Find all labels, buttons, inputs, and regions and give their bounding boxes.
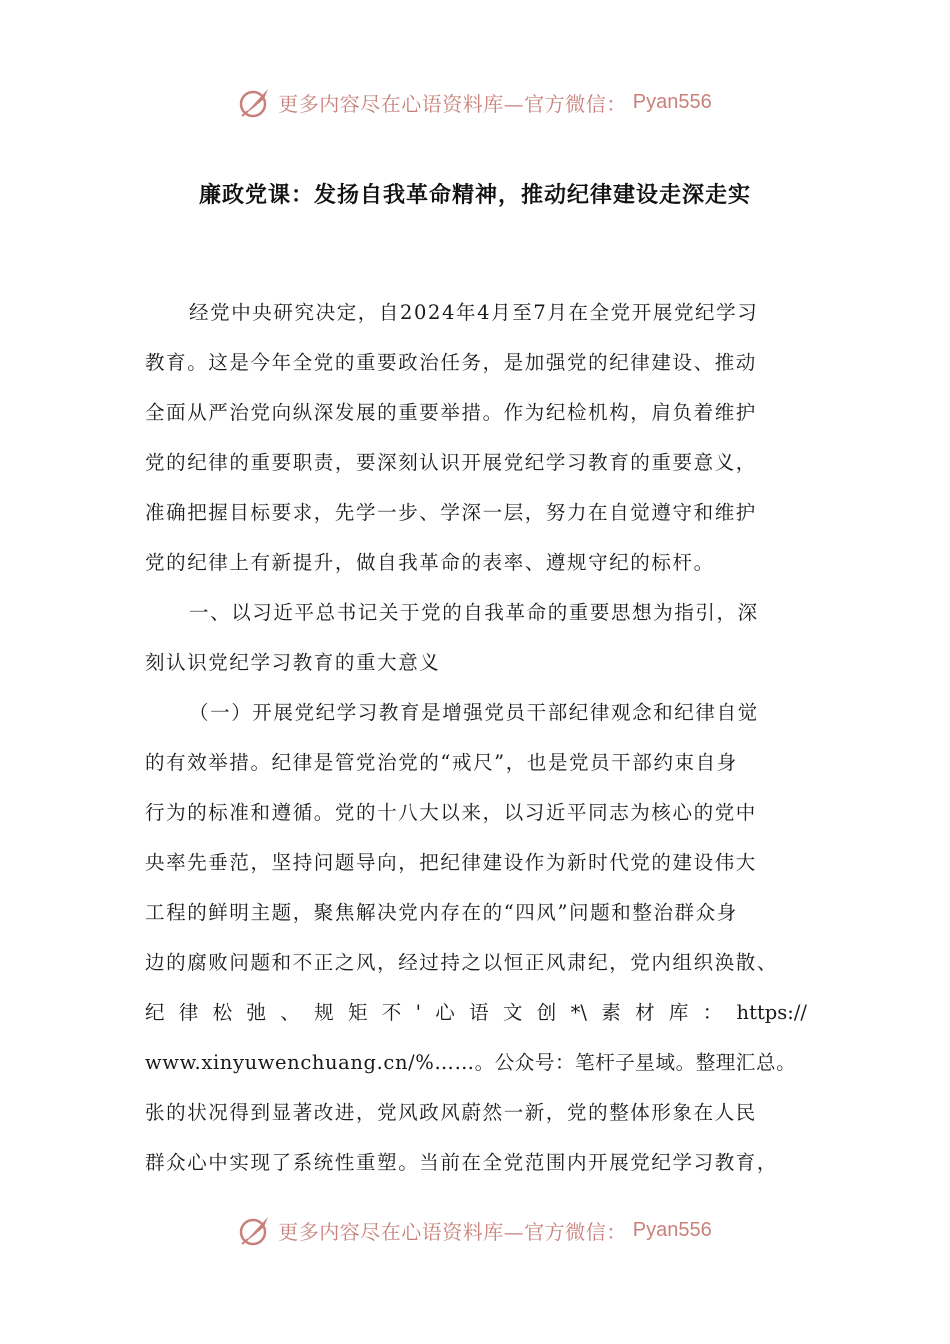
inserted-ad-line: 纪律松弛、规矩不'心语文创*\素材库：https://: [145, 1001, 807, 1024]
text-line: 党的纪律的重要职责，要深刻认识开展党纪学习教育的重要意义，: [145, 451, 757, 474]
header-watermark-banner: [0, 82, 950, 122]
footer-watermark-banner: [0, 1210, 950, 1250]
text-line: 党的纪律上有新提升，做自我革命的表率、遵规守纪的标杆。: [145, 551, 715, 574]
text-line: 经党中央研究决定，自2024年4月至7月在全党开展党纪学习: [189, 301, 759, 324]
text-line: 张的状况得到显著改进，党风政风蔚然一新，党的整体形象在人民: [145, 1101, 757, 1124]
text-line: 边的腐败问题和不正之风，经过持之以恒正风肃纪，党内组织涣散、: [145, 951, 779, 974]
quill-logo-icon: [238, 85, 272, 119]
banner-wechat-id: Pyan556: [632, 1218, 712, 1241]
banner-text: 更多内容尽在心语资料库—官方微信：: [278, 91, 627, 116]
subsection-line: （一）开展党纪学习教育是增强党员干部纪律观念和纪律自觉: [189, 701, 759, 724]
banner-text: 更多内容尽在心语资料库—官方微信：: [278, 1219, 627, 1244]
section-heading-line: 刻认识党纪学习教育的重大意义: [145, 651, 441, 674]
section-heading-line: 一、以习近平总书记关于党的自我革命的重要思想为指引，深: [189, 601, 759, 624]
document-body: [145, 288, 807, 1188]
text-line: 群众心中实现了系统性重塑。当前在全党范围内开展党纪学习教育，: [145, 1151, 779, 1174]
text-line: 的有效举措。纪律是管党治党的“戒尺”，也是党员干部约束自身: [145, 751, 738, 774]
inserted-ad-line: www.xinyuwenchuang.cn/%……。公众号：笔杆子星域。整理汇总。: [145, 1051, 797, 1074]
text-line: 行为的标准和遵循。党的十八大以来，以习近平同志为核心的党中: [145, 801, 757, 824]
text-line: 准确把握目标要求，先学一步、学深一层，努力在自觉遵守和维护: [145, 501, 757, 524]
text-line: 央率先垂范，坚持问题导向，把纪律建设作为新时代党的建设伟大: [145, 851, 757, 874]
quill-logo-icon: [238, 1213, 272, 1247]
text-line: 全面从严治党向纵深发展的重要举措。作为纪检机构，肩负着维护: [145, 401, 757, 424]
banner-wechat-id: Pyan556: [632, 90, 712, 113]
text-line: 工程的鲜明主题，聚焦解决党内存在的“四风”问题和整治群众身: [145, 901, 738, 924]
text-line: 教育。这是今年全党的重要政治任务，是加强党的纪律建设、推动: [145, 351, 757, 374]
document-title: 廉政党课：发扬自我革命精神，推动纪律建设走深走实: [198, 183, 751, 208]
